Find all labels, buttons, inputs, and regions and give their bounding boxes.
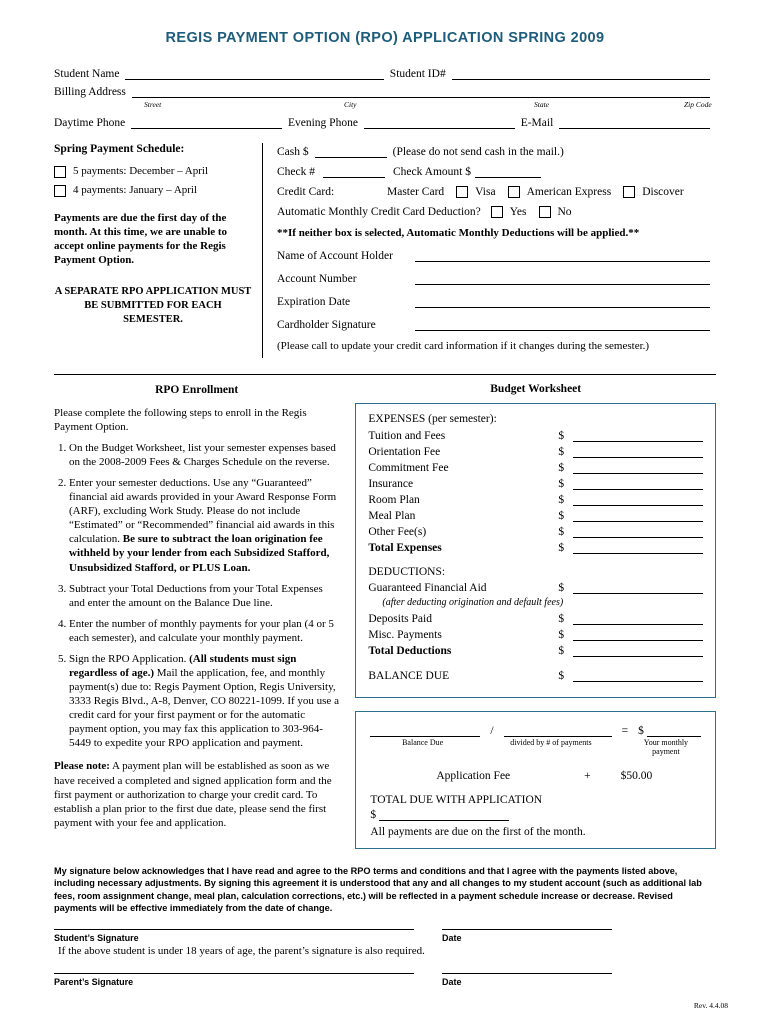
please-note-label: Please note: — [54, 760, 110, 773]
expiration-input[interactable] — [415, 294, 710, 308]
student-signature-field[interactable] — [54, 929, 414, 943]
phone-row — [54, 115, 716, 129]
expense-input[interactable] — [573, 509, 703, 522]
signature-line — [54, 929, 414, 930]
checkbox-discover[interactable] — [623, 186, 635, 198]
payments-count-input[interactable] — [504, 724, 612, 737]
expense-label: Other Fee(s) — [368, 526, 427, 538]
plus-symbol: + — [584, 770, 591, 782]
enrollment-intro: Please complete the following steps to enroll in the Regis Payment Option. — [54, 406, 307, 433]
expense-input[interactable] — [573, 429, 703, 442]
yes-label: Yes — [509, 206, 527, 218]
balance-due-caption: Balance Due — [402, 738, 444, 747]
cash-row — [277, 145, 716, 158]
expense-label: Insurance — [368, 478, 414, 490]
please-note-paragraph — [54, 759, 339, 829]
checkbox-amex[interactable] — [508, 186, 520, 198]
section-divider — [54, 374, 716, 375]
student-id-input[interactable] — [452, 66, 710, 80]
payment-schedule-column — [54, 143, 262, 358]
payment-section — [40, 143, 730, 358]
step-5-text: Sign the RPO Application. — [69, 652, 190, 665]
master-card-label: Master Card — [387, 186, 445, 198]
dollar-sign: $ — [638, 725, 644, 737]
expense-input[interactable] — [573, 445, 703, 458]
daytime-phone-input[interactable] — [131, 115, 282, 129]
deduction-row — [368, 581, 703, 594]
account-holder-label: Name of Account Holder — [277, 250, 393, 262]
schedule-option-4-label: 4 payments: January – April — [73, 184, 198, 196]
expense-row — [368, 477, 703, 490]
deduction-label: Misc. Payments — [368, 629, 442, 641]
expense-label: Tuition and Fees — [368, 430, 446, 442]
expense-input[interactable] — [573, 477, 703, 490]
schedule-option-5-label: 5 payments: December – April — [73, 165, 209, 177]
dollar-sign: $ — [558, 446, 565, 458]
expense-label: Meal Plan — [368, 510, 416, 522]
deduction-subnote: (after deducting origination and default fees) — [382, 597, 564, 608]
card-type-row — [277, 185, 716, 198]
dollar-sign: $ — [558, 494, 565, 506]
expense-row — [368, 445, 703, 458]
account-number-label: Account Number — [277, 273, 357, 285]
caption-street: Street — [144, 100, 162, 109]
deduction-row — [368, 612, 703, 625]
cash-amount-input[interactable] — [315, 145, 387, 158]
total-expenses-label: Total Expenses — [368, 542, 442, 554]
step-2-text: Enter your semester deductions. Use any “Guaranteed” financial aid awards provided in your Award Response Form (ARF), excluding Work Study. Please do not include “Estimated” or “Recommended” financial aid awards in this calculation. — [69, 477, 337, 546]
cash-note: (Please do not send cash in the mail.) — [392, 146, 564, 158]
dollar-sign: $ — [558, 430, 565, 442]
parent-signature-row — [54, 973, 716, 987]
expenses-label: EXPENSES (per semester): — [368, 413, 497, 425]
check-amount-input[interactable] — [475, 165, 541, 178]
student-name-row — [54, 66, 716, 80]
checkbox-yes[interactable] — [491, 206, 503, 218]
date-label: Date — [442, 932, 462, 943]
expense-row — [368, 525, 703, 538]
enrollment-column — [54, 383, 355, 849]
dollar-sign: $ — [558, 670, 565, 682]
monthly-payment-input[interactable] — [647, 724, 701, 737]
email-input[interactable] — [559, 115, 710, 129]
page-title: REGIS PAYMENT OPTION (RPO) APPLICATION SPRING 2009 — [165, 30, 605, 46]
account-holder-input[interactable] — [415, 248, 710, 262]
deduction-input[interactable] — [573, 581, 703, 594]
parent-signature-label: Parent’s Signature — [54, 976, 134, 987]
caption-zip: Zip Code — [684, 100, 712, 109]
daytime-phone-label: Daytime Phone — [54, 117, 126, 129]
student-id-label: Student ID# — [389, 68, 446, 80]
calc-captions — [370, 737, 701, 756]
please-note-text: A payment plan will be established as soon as we have received a completed and signed application form and the first payment or authorization to charge your credit card. To establish a plan prior to the first due date, please send the first payment with your fee and application. — [54, 760, 332, 829]
expense-label: Commitment Fee — [368, 462, 449, 474]
checkbox-5-payments[interactable] — [54, 166, 66, 178]
no-label: No — [557, 206, 572, 218]
auto-deduction-label: Automatic Monthly Credit Card Deduction? — [277, 206, 481, 218]
account-number-input[interactable] — [415, 271, 710, 285]
date-line — [442, 929, 612, 930]
evening-phone-input[interactable] — [364, 115, 515, 129]
expense-input[interactable] — [573, 525, 703, 538]
budget-worksheet-box — [355, 403, 716, 698]
check-number-label: Check # — [277, 166, 316, 178]
checkbox-visa[interactable] — [456, 186, 468, 198]
lower-section — [40, 383, 730, 849]
checkbox-4-payments[interactable] — [54, 185, 66, 197]
slash-symbol: / — [490, 725, 494, 737]
identity-block — [40, 66, 730, 129]
list-item — [69, 441, 339, 469]
schedule-note: Payments are due the first day of the month. At this time, we are unable to accept online payments for the Regis Payment Option. — [54, 212, 228, 267]
email-label: E-Mail — [520, 117, 554, 129]
deduction-row — [368, 628, 703, 641]
credit-card-column — [262, 143, 716, 358]
checkbox-no[interactable] — [539, 206, 551, 218]
dollar-sign: $ — [558, 582, 565, 594]
billing-address-input[interactable] — [132, 84, 710, 98]
dollar-sign: $ — [558, 542, 565, 554]
credit-card-label: Credit Card: — [277, 186, 335, 198]
billing-address-label: Billing Address — [54, 86, 126, 98]
expense-label: Orientation Fee — [368, 446, 441, 458]
balance-due-input[interactable] — [573, 669, 703, 682]
expense-input[interactable] — [573, 493, 703, 506]
due-note: All payments are due on the first of the month. — [370, 826, 586, 838]
auto-deduction-warning: **If neither box is selected, Automatic Monthly Deductions will be applied.** — [277, 227, 640, 239]
date-line — [442, 973, 612, 974]
dollar-sign: $ — [558, 526, 565, 538]
divided-caption: divided by # of payments — [510, 738, 592, 747]
billing-address-row — [54, 84, 716, 98]
total-due-row — [370, 808, 701, 821]
dollar-sign: $ — [558, 462, 565, 474]
application-fee-label: Application Fee — [436, 770, 511, 782]
student-date-field[interactable] — [442, 929, 612, 943]
expiration-label: Expiration Date — [277, 296, 351, 308]
step-5-bold: (All students must sign regardless of age.) — [69, 652, 297, 679]
list-item — [69, 652, 339, 751]
parent-date-field[interactable] — [442, 973, 612, 987]
dollar-sign: $ — [558, 478, 565, 490]
total-deductions-label: Total Deductions — [368, 645, 452, 657]
evening-phone-label: Evening Phone — [287, 117, 358, 129]
deduction-input[interactable] — [573, 628, 703, 641]
dollar-sign: $ — [558, 629, 565, 641]
account-number-row — [277, 271, 716, 285]
schedule-option-5[interactable] — [54, 165, 252, 178]
step-5-text-after: Mail the application, fee, and monthly payment(s) due to: Regis Payment Option, Regis University, 3333 Regis Blvd., A-8, Denver, CO 80221-1099. If you use a credit card for your first payment or for the automatic payment option, you may fax this application to 303-964-5449 to expedite your RPO application and payment. — [69, 666, 339, 750]
list-item — [69, 617, 339, 645]
worksheet-column — [355, 383, 716, 849]
schedule-option-4[interactable] — [54, 184, 252, 197]
monthly-caption: Your monthly payment — [643, 738, 689, 756]
expense-label: Room Plan — [368, 494, 420, 506]
student-name-label: Student Name — [54, 68, 120, 80]
enrollment-heading: RPO Enrollment — [155, 384, 239, 396]
step-4-text: Enter the number of monthly payments for your plan (4 or 5 each semester), and calculate your monthly payment. — [69, 617, 334, 644]
parent-signature-field[interactable] — [54, 973, 414, 987]
expense-row — [368, 461, 703, 474]
application-fee-row — [370, 770, 701, 782]
cardholder-signature-label: Cardholder Signature — [277, 319, 376, 331]
revision-label: Rev. 4.4.08 — [693, 1001, 728, 1010]
visa-label: Visa — [475, 186, 496, 198]
student-name-input[interactable] — [125, 66, 383, 80]
caption-city: City — [344, 100, 357, 109]
total-deductions-input[interactable] — [573, 644, 703, 657]
expense-row — [368, 493, 703, 506]
dollar-sign: $ — [558, 510, 565, 522]
signature-statement: My signature below acknowledges that I have read and agree to the RPO terms and conditions and that I agree with the payments listed above, including necessary adjustments. By signing this agreement it is understood that any and all changes to my student account (such as additional lab fees, room assignment change, meal plan, calculation corrections, etc.) will be reflected in a payment schedule increase or decrease. Revised payments will be effective immediately from the date of change. — [54, 866, 702, 914]
separate-application-note: A SEPARATE RPO APPLICATION MUST BE SUBMITTED FOR EACH SEMESTER. — [54, 286, 252, 325]
signature-line — [54, 973, 414, 974]
worksheet-heading: Budget Worksheet — [490, 383, 582, 395]
schedule-heading: Spring Payment Schedule: — [54, 143, 185, 155]
step-2-bold: Be sure to subtract the loan origination fee withheld by your lender from each Subsidized Stafford, Unsubsidized Stafford, or PLUS Loan. — [69, 533, 330, 574]
total-deductions-row — [368, 644, 703, 657]
parent-required-note: If the above student is under 18 years of age, the parent’s signature is also required. — [58, 944, 425, 957]
cardholder-signature-row — [277, 317, 716, 331]
dollar-sign: $ — [370, 809, 377, 821]
balance-due-label: BALANCE DUE — [368, 670, 450, 682]
deduction-input[interactable] — [573, 612, 703, 625]
step-1-text: On the Budget Worksheet, list your semester expenses based on the 2008-2009 Fees & Charges Schedule on the reverse. — [69, 441, 336, 468]
discover-label: Discover — [642, 186, 684, 198]
deduction-label: Deposits Paid — [368, 613, 432, 625]
address-captions — [54, 100, 716, 109]
expense-input[interactable] — [573, 461, 703, 474]
account-holder-row — [277, 248, 716, 262]
calculation-box — [355, 711, 716, 849]
amex-label: American Express — [526, 186, 612, 198]
equals-symbol: = — [621, 725, 629, 737]
date-label: Date — [442, 976, 462, 987]
total-due-input[interactable] — [379, 808, 509, 821]
expense-row — [368, 509, 703, 522]
update-card-note: (Please call to update your credit card information if it changes during the semester.) — [277, 340, 650, 352]
expense-row — [368, 429, 703, 442]
cardholder-signature-input[interactable] — [415, 317, 710, 331]
cash-label: Cash $ — [277, 146, 309, 158]
total-expenses-row — [368, 541, 703, 554]
expiration-row — [277, 294, 716, 308]
total-due-label: TOTAL DUE WITH APPLICATION — [370, 794, 543, 806]
calc-row — [370, 724, 701, 737]
balance-due-calc-input[interactable] — [370, 724, 480, 737]
check-number-input[interactable] — [323, 165, 385, 178]
student-signature-row — [54, 929, 716, 943]
enrollment-steps — [54, 441, 339, 751]
deductions-label: DEDUCTIONS: — [368, 566, 446, 578]
auto-deduction-row — [277, 205, 716, 218]
total-expenses-input[interactable] — [573, 541, 703, 554]
check-amount-label: Check Amount $ — [393, 166, 471, 178]
dollar-sign: $ — [558, 613, 565, 625]
balance-due-row — [368, 669, 703, 682]
list-item — [69, 582, 339, 610]
list-item — [69, 476, 339, 575]
check-row — [277, 165, 716, 178]
dollar-sign: $ — [558, 645, 565, 657]
step-3-text: Subtract your Total Deductions from your Total Expenses and enter the amount on the Balance Due line. — [69, 582, 323, 609]
student-signature-label: Student’s Signature — [54, 932, 139, 943]
application-fee-amount: $50.00 — [620, 770, 653, 782]
deduction-label: Guaranteed Financial Aid — [368, 582, 487, 594]
caption-state: State — [534, 100, 549, 109]
